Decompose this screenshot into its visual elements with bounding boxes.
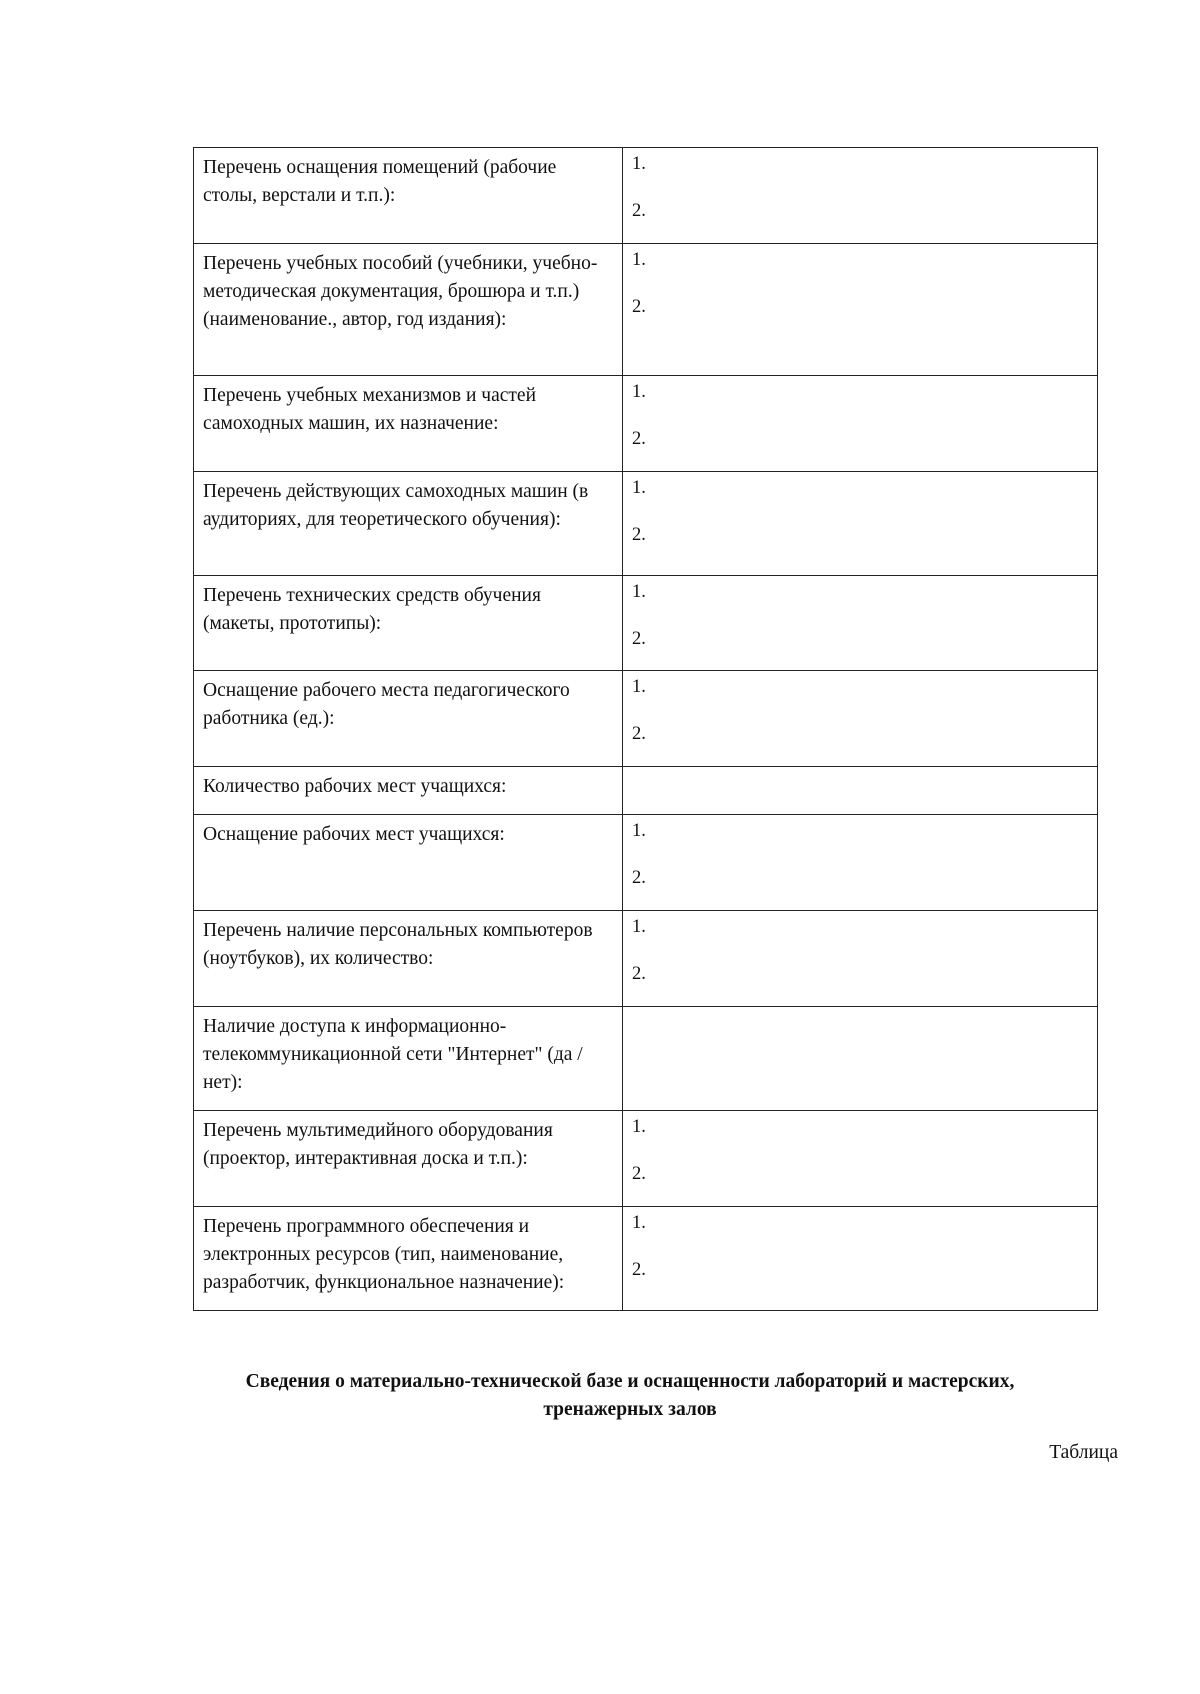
table-row — [194, 1207, 1098, 1311]
row-entries[interactable] — [623, 376, 1098, 472]
row-entries[interactable] — [623, 472, 1098, 576]
row-label: Наличие доступа к информационно-телекоммуникационной сети "Интернет" (да /нет): — [194, 1007, 623, 1111]
row-entries[interactable] — [623, 815, 1098, 911]
entry-number: 2. — [632, 429, 646, 449]
row-entries[interactable] — [623, 148, 1098, 244]
table-row — [194, 148, 1098, 244]
row-entries[interactable] — [623, 1111, 1098, 1207]
entry-number: 1. — [632, 582, 646, 602]
row-entries[interactable] — [623, 767, 1098, 815]
entry-number: 2. — [632, 1260, 646, 1280]
table-row — [194, 815, 1098, 911]
row-entries[interactable] — [623, 576, 1098, 671]
section-heading — [150, 1368, 1110, 1424]
table-row — [194, 1007, 1098, 1111]
row-label: Перечень технических средств обучения (макеты, прототипы): — [194, 576, 623, 671]
entry-number: 1. — [632, 1213, 646, 1233]
row-label: Перечень оснащения помещений (рабочие столы, верстали и т.п.): — [194, 148, 623, 244]
entry-number: 2. — [632, 629, 646, 649]
table-row — [194, 1111, 1098, 1207]
row-label: Перечень программного обеспечения и электронных ресурсов (тип, наименование, разработчик, функциональное назначение): — [194, 1207, 623, 1311]
entry-number: 1. — [632, 478, 646, 498]
row-label: Оснащение рабочего места педагогического работника (ед.): — [194, 671, 623, 767]
row-label: Перечень действующих самоходных машин (в аудиториях, для теоретического обучения): — [194, 472, 623, 576]
entry-number: 1. — [632, 677, 646, 697]
entry-number: 1. — [632, 917, 646, 937]
table-row — [194, 576, 1098, 671]
entry-number: 2. — [632, 724, 646, 744]
row-entries[interactable] — [623, 1007, 1098, 1111]
row-label: Перечень учебных механизмов и частей самоходных машин, их назначение: — [194, 376, 623, 472]
equipment-form-table — [193, 147, 1098, 1311]
row-entries[interactable] — [623, 244, 1098, 376]
row-entries[interactable] — [623, 911, 1098, 1007]
table-row — [194, 911, 1098, 1007]
entry-number: 2. — [632, 297, 646, 317]
table-row — [194, 376, 1098, 472]
table-row — [194, 767, 1098, 815]
row-entries[interactable] — [623, 1207, 1098, 1311]
entry-number: 1. — [632, 821, 646, 841]
row-entries[interactable] — [623, 671, 1098, 767]
entry-number: 1. — [632, 250, 646, 270]
row-label: Перечень наличие персональных компьютеров (ноутбуков), их количество: — [194, 911, 623, 1007]
row-label: Перечень мультимедийного оборудования (проектор, интерактивная доска и т.п.): — [194, 1111, 623, 1207]
entry-number: 2. — [632, 868, 646, 888]
table-row — [194, 244, 1098, 376]
entry-number: 2. — [632, 1164, 646, 1184]
row-label: Оснащение рабочих мест учащихся: — [194, 815, 623, 911]
entry-number: 2. — [632, 201, 646, 221]
entry-number: 2. — [632, 525, 646, 545]
table-caption: Таблица — [1049, 1442, 1118, 1463]
row-label: Количество рабочих мест учащихся: — [194, 767, 623, 815]
table-row — [194, 671, 1098, 767]
entry-number: 2. — [632, 964, 646, 984]
row-label: Перечень учебных пособий (учебники, учебно-методическая документация, брошюра и т.п.) (наименование., автор, год издания): — [194, 244, 623, 376]
entry-number: 1. — [632, 382, 646, 402]
entry-number: 1. — [632, 154, 646, 174]
entry-number: 1. — [632, 1117, 646, 1137]
table-row — [194, 472, 1098, 576]
section-heading-line: тренажерных залов — [543, 1399, 717, 1420]
section-heading-line: Сведения о материально-технической базе и оснащенности лабораторий и мастерских, — [245, 1371, 1015, 1392]
